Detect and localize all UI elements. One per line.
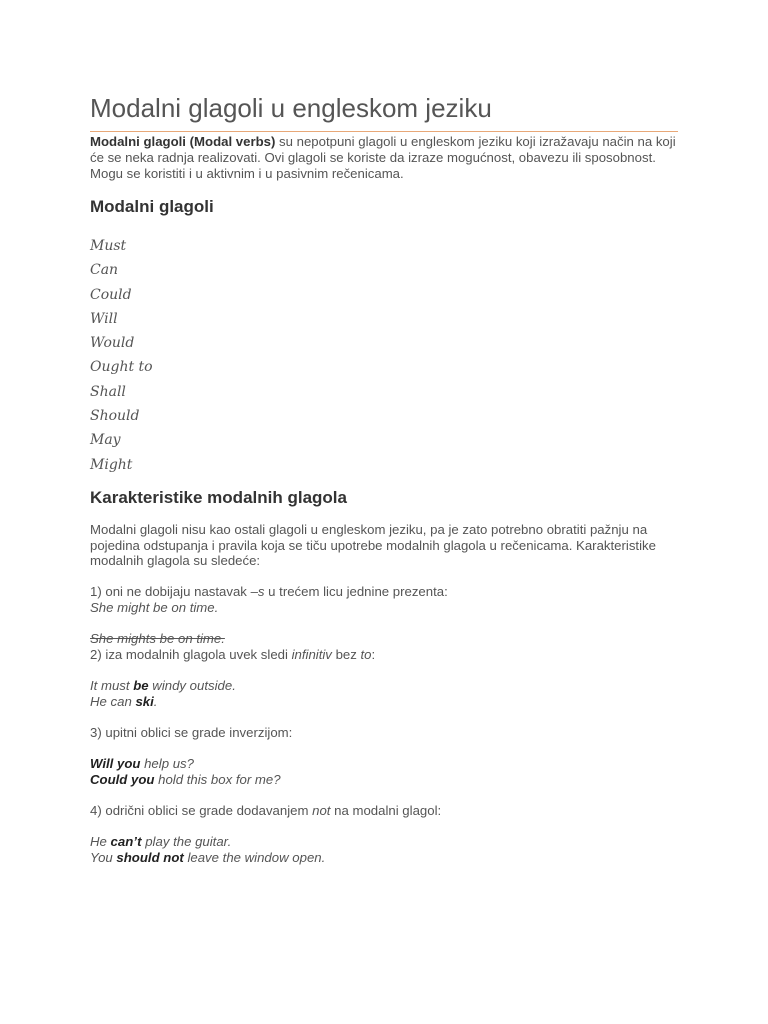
example-1 [90, 600, 690, 616]
rule-3: 3) upitni oblici se grade inverzijom: [90, 725, 293, 740]
rule-4-em: not [312, 803, 331, 818]
incorrect-example-text [90, 631, 225, 646]
ex2b-a: He can [90, 694, 136, 709]
intro-paragraph [90, 134, 690, 182]
title-underline [90, 131, 678, 132]
example-2a [90, 678, 690, 694]
rule-1-prefix: 1) oni ne dobijaju nastavak [90, 584, 251, 599]
rule-4-prefix: 4) odrični oblici se grade dodavanjem [90, 803, 313, 818]
rule-4 [90, 803, 690, 819]
ex2a-a: It must [90, 678, 134, 693]
ex2a-b: be [133, 678, 149, 693]
example-3a [90, 756, 690, 772]
incorrect-a: She might [90, 631, 150, 646]
list-item: Could [90, 286, 132, 303]
list-item: Ought to [90, 359, 153, 376]
list-item: Would [90, 335, 135, 352]
list-item: Will [90, 310, 118, 327]
ex4a-a: He [90, 834, 111, 849]
ex4b-a: You [90, 850, 117, 865]
rule-2-em1: infinitiv [291, 647, 332, 662]
incorrect-b: s [149, 631, 156, 646]
rule-2-prefix: 2) iza modalnih glagola uvek sledi [90, 647, 292, 662]
page-title: Modalni glagoli u engleskom jeziku [90, 93, 492, 123]
ex4a-c: play the guitar. [141, 834, 232, 849]
rule-2-em2: to [360, 647, 372, 662]
ex4b-c: leave the window open. [183, 850, 326, 865]
list-item: Can [90, 262, 119, 279]
example-2b [90, 694, 690, 710]
example-3b [90, 772, 690, 788]
ex2a-c: windy outside. [148, 678, 236, 693]
example-4b [90, 850, 690, 866]
rule-1-em: –s [250, 584, 265, 599]
ex3b-c: hold this box for me? [154, 772, 281, 787]
rule-2-mid: bez [331, 647, 361, 662]
list-item: Must [90, 238, 127, 254]
list-item: Might [90, 456, 133, 473]
characteristics-paragraph: Modalni glagoli nisu kao ostali glagoli u engleskom jeziku, pa je zato potrebno obratiti pažnju na pojedina odstupanja i pravila koja se tiču upotrebe modalnih glagola u rečenicama. Karakteristike modalnih glagola su sledeće: [90, 522, 656, 568]
ex4a-b: can’t [110, 834, 142, 849]
incorrect-example [90, 631, 690, 647]
modal-heading: Modalni glagoli [90, 197, 214, 216]
ex4b-b: should not [116, 850, 184, 865]
ex2b-c: . [153, 694, 158, 709]
ex3a-b: Will you [90, 756, 141, 771]
incorrect-c: be on time. [155, 631, 225, 646]
intro-text: su nepotpuni glagoli u engleskom jeziku koji izražavaju način na koji će se neka radnja realizovati. Ovi glagoli se koriste da izraze mogućnost, obavezu ili sposobnost. Mogu se koristiti i u aktivnim i u pasivnim rečenicama. [90, 134, 676, 181]
ex3b-b: Could you [90, 772, 155, 787]
rule-4-suffix: na modalni glagol: [330, 803, 442, 818]
list-item: May [90, 432, 121, 449]
rule-1 [90, 584, 690, 600]
ex3a-c: help us? [140, 756, 194, 771]
list-item: Shall [90, 383, 126, 400]
rule-2 [90, 647, 690, 663]
example-1-text: She might be on time. [90, 600, 219, 615]
intro-bold: Modalni glagoli (Modal verbs) [90, 134, 276, 149]
characteristics-heading: Karakteristike modalnih glagola [90, 488, 347, 507]
ex2b-b: ski [135, 694, 154, 709]
rule-2-suffix: : [371, 647, 376, 662]
rule-1-suffix: u trećem licu jednine prezenta: [264, 584, 448, 599]
modal-list [90, 235, 153, 478]
example-4a [90, 834, 690, 850]
list-item: Should [90, 408, 140, 425]
